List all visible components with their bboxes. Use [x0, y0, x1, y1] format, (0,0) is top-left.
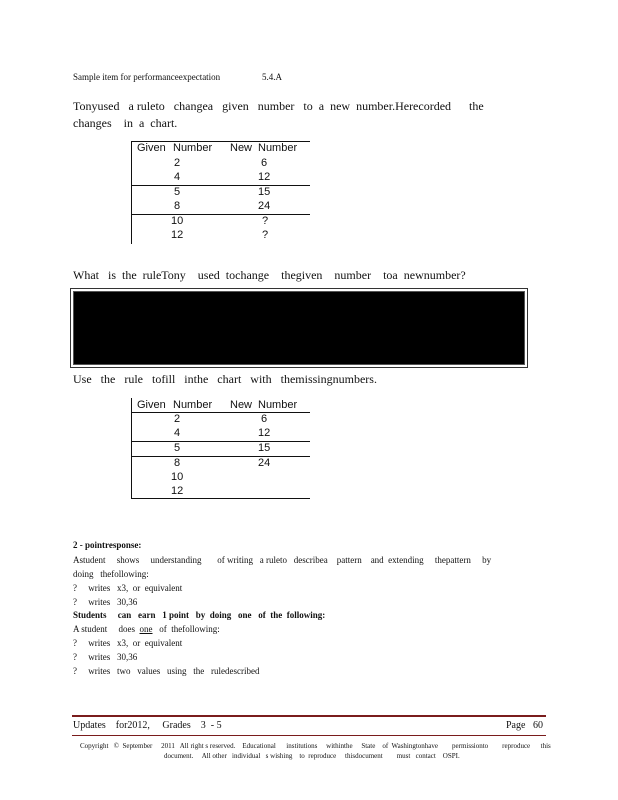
copyright-line-1: Copyright © September 2011 All right s reserved. Educational institutions withinthe State of Washingtonhave permissionto reproduce this: [80, 742, 551, 750]
expectation-code: 5.4.A: [262, 72, 282, 82]
given-cell: 12: [171, 485, 184, 497]
new-cell: 12: [258, 171, 271, 183]
rubric-line: [73, 624, 220, 634]
footer-updates: Updates for2012, Grades 3 - 5: [73, 720, 222, 731]
column-header: Given: [137, 142, 166, 154]
rubric-heading-1pt: Students can earn 1 point by doing one of the following:: [73, 610, 326, 620]
given-cell: 2: [174, 157, 181, 169]
rubric-text: of thefollowing:: [152, 624, 220, 634]
column-header: Given: [137, 399, 166, 411]
rubric-bullet: ? writes 30,36: [73, 652, 138, 662]
footer-rule: [72, 735, 546, 736]
rubric-bullet: ? writes two values using the ruledescribed: [73, 666, 260, 676]
column-header: Number: [173, 142, 213, 154]
table-rule: [131, 498, 310, 499]
given-cell: 4: [174, 427, 181, 439]
page-number: Page 60: [506, 720, 543, 731]
table-rule: [131, 185, 310, 186]
table-rule: [131, 398, 132, 499]
column-header: Number: [258, 399, 298, 411]
new-cell: 24: [258, 200, 271, 212]
intro-line-1: Tonyused a ruleto changea given number to a new number.Herecorded the: [73, 99, 484, 113]
given-cell: 4: [174, 171, 181, 183]
new-cell: 15: [258, 442, 271, 454]
rubric-line: Astudent shows understanding of writing a ruleto describea pattern and extending thepattern by: [73, 555, 492, 565]
new-cell: 24: [258, 457, 271, 469]
table-rule: [131, 441, 310, 442]
rubric-line: doing thefollowing:: [73, 569, 149, 579]
instruction-text: Use the rule tofill inthe chart with themissingnumbers.: [73, 372, 377, 386]
column-header: New: [230, 399, 253, 411]
copyright-line-2: document. All other individual s wishing to reproduce thisdocument must contact OSPI.: [164, 752, 460, 760]
answer-box-redacted: [73, 291, 525, 365]
rubric-emphasis: one: [139, 624, 153, 634]
question-text: What is the ruleTony used tochange thegiven number toa newnumber?: [73, 268, 466, 282]
rule-chart-1: [131, 141, 310, 244]
footer-rule: [72, 715, 546, 717]
table-rule: [131, 412, 310, 413]
column-header: Number: [258, 142, 298, 154]
new-cell: 12: [258, 427, 271, 439]
rule-chart-2: [131, 398, 310, 499]
table-rule: [131, 214, 310, 215]
table-rule: [131, 141, 132, 244]
new-cell: ?: [262, 215, 269, 227]
new-cell: 6: [261, 413, 268, 425]
given-cell: 10: [171, 215, 184, 227]
given-cell: 12: [171, 229, 184, 241]
rubric-bullet: ? writes x3, or equivalent: [73, 583, 183, 593]
given-cell: 5: [174, 442, 181, 454]
rubric-bullet: ? writes x3, or equivalent: [73, 638, 183, 648]
column-header: Number: [173, 399, 213, 411]
column-header: New: [230, 142, 253, 154]
given-cell: 10: [171, 471, 184, 483]
rubric-text: A student does: [73, 624, 140, 634]
rubric-bullet: ? writes 30,36: [73, 597, 138, 607]
table-rule: [131, 456, 310, 457]
given-cell: 2: [174, 413, 181, 425]
rubric-heading-2pt: 2 - pointresponse:: [73, 540, 142, 550]
new-cell: 15: [258, 186, 271, 198]
new-cell: 6: [261, 157, 268, 169]
given-cell: 8: [174, 200, 181, 212]
given-cell: 8: [174, 457, 181, 469]
sample-item-label: Sample item for performanceexpectation: [73, 72, 221, 82]
given-cell: 5: [174, 186, 181, 198]
new-cell: ?: [262, 229, 269, 241]
intro-line-2: changes in a chart.: [73, 116, 178, 130]
